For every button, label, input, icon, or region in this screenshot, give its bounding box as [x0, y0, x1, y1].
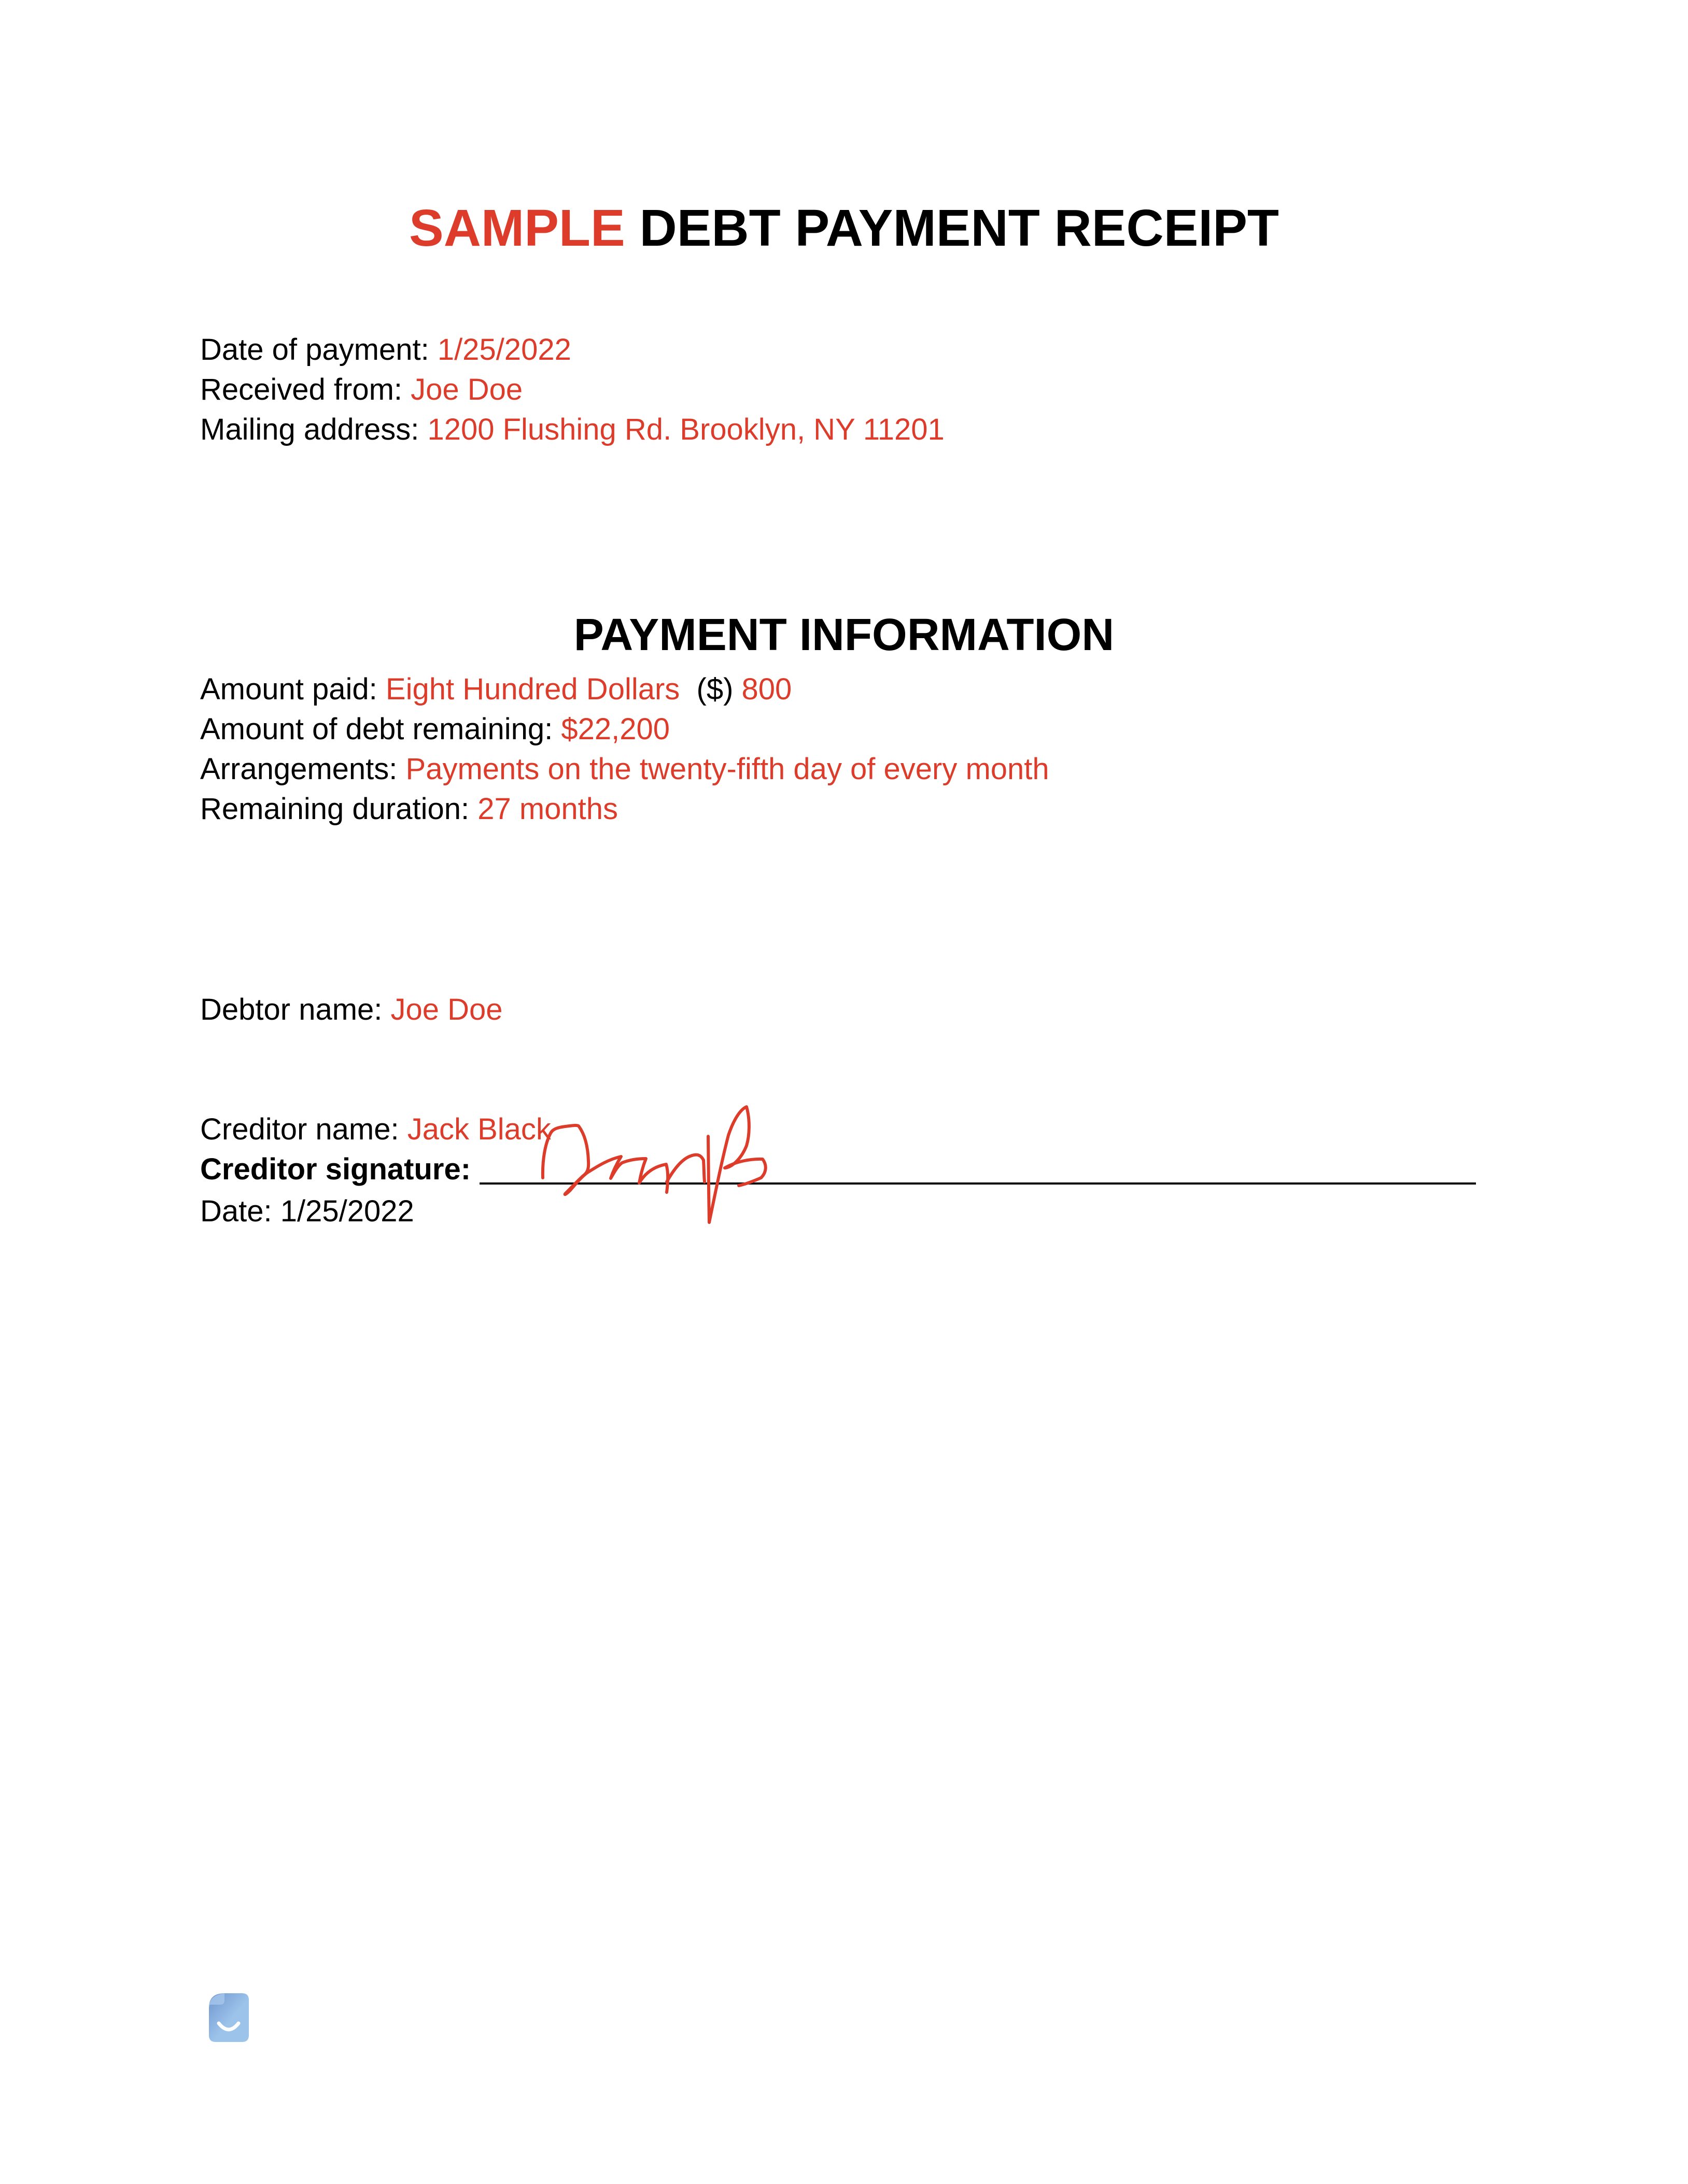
- debt-remaining-label: Amount of debt remaining:: [200, 712, 561, 746]
- signature-date-value: 1/25/2022: [280, 1194, 414, 1228]
- mailing-address-label: Mailing address:: [200, 413, 428, 446]
- amount-paid-number: 800: [741, 672, 792, 706]
- date-of-payment-label: Date of payment:: [200, 333, 438, 367]
- remaining-duration-value: 27 months: [477, 792, 618, 826]
- title-main: DEBT PAYMENT RECEIPT: [625, 199, 1279, 257]
- arrangements-value: Payments on the twenty-fifth day of every month: [405, 752, 1049, 786]
- creditor-name-label: Creditor name:: [200, 1112, 407, 1146]
- received-from-value: Joe Doe: [411, 373, 523, 406]
- arrangements-row: [200, 752, 1049, 786]
- signature-line: [480, 1182, 1476, 1185]
- debtor-name-value: Joe Doe: [390, 993, 503, 1026]
- creditor-name-value: Jack Black: [407, 1112, 551, 1146]
- amount-paid-words: Eight Hundred Dollars: [385, 672, 680, 706]
- amount-paid-currency: ($): [680, 672, 742, 706]
- remaining-duration-label: Remaining duration:: [200, 792, 478, 826]
- received-from-row: [200, 373, 523, 407]
- signature-date-row: [200, 1194, 414, 1229]
- remaining-duration-row: [200, 792, 618, 826]
- amount-paid-label: Amount paid:: [200, 672, 386, 706]
- payment-information-heading: PAYMENT INFORMATION: [573, 610, 1115, 660]
- signature-date-label: Date:: [200, 1194, 280, 1228]
- mailing-address-value: 1200 Flushing Rd. Brooklyn, NY 11201: [427, 413, 945, 446]
- date-of-payment-row: [200, 333, 571, 367]
- debt-remaining-value: $22,200: [561, 712, 670, 746]
- debt-remaining-row: [200, 712, 670, 746]
- creditor-signature-label: Creditor signature:: [200, 1152, 480, 1186]
- date-of-payment-value: 1/25/2022: [437, 333, 571, 367]
- debtor-name-label: Debtor name:: [200, 993, 391, 1026]
- creditor-signature-row: [200, 1152, 479, 1187]
- debtor-name-row: [200, 993, 503, 1027]
- creditor-name-row: [200, 1112, 551, 1147]
- document-title: [0, 197, 1688, 259]
- title-sample-prefix: SAMPLE: [409, 199, 625, 257]
- document-smile-icon: [209, 1993, 249, 2042]
- received-from-label: Received from:: [200, 373, 411, 406]
- mailing-address-row: [200, 413, 945, 447]
- arrangements-label: Arrangements:: [200, 752, 406, 786]
- amount-paid-row: [200, 672, 792, 707]
